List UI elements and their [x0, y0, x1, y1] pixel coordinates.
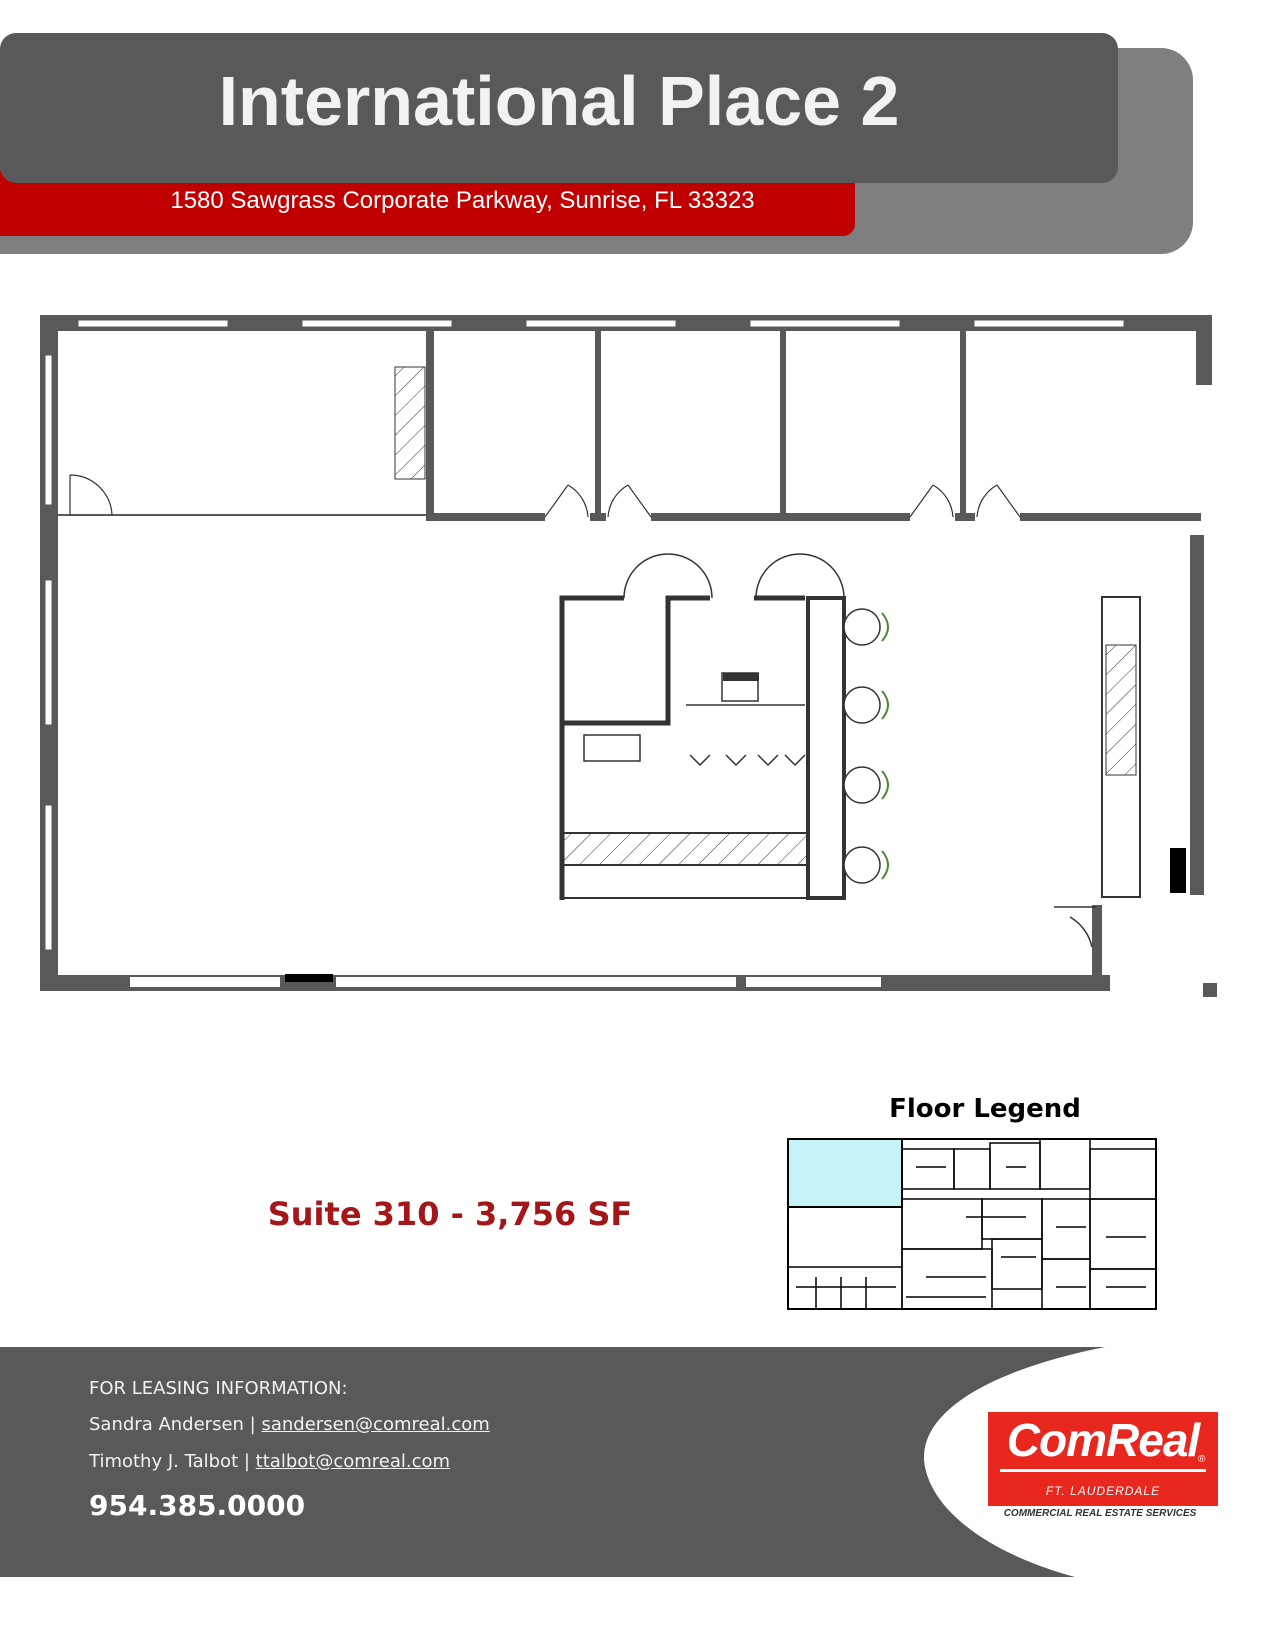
contact-email-link[interactable]: ttalbot@comreal.com: [255, 1451, 451, 1472]
leasing-info-heading: FOR LEASING INFORMATION:: [89, 1378, 348, 1399]
logo-city: FT. LAUDERDALE: [1045, 1484, 1161, 1498]
floor-legend-title: Floor Legend: [889, 1094, 1081, 1124]
property-address: 1580 Sawgrass Corporate Parkway, Sunrise, FL 33323: [170, 187, 755, 214]
contact-name: Timothy J. Talbot: [89, 1451, 239, 1472]
contact-separator: |: [249, 1414, 256, 1435]
contact-email-link[interactable]: sandersen@comreal.com: [261, 1414, 490, 1435]
logo-tagline: COMMERCIAL REAL ESTATE SERVICES: [1003, 1508, 1197, 1519]
page-title: International Place 2: [218, 62, 900, 140]
contact-separator: |: [243, 1451, 250, 1472]
floor-legend-map: [786, 1137, 1161, 1313]
contact-name: Sandra Andersen: [89, 1414, 244, 1435]
logo-registered-mark: ®: [1198, 1454, 1206, 1465]
contact-sandra: [89, 1413, 490, 1437]
logo-wordmark: ComReal: [1006, 1414, 1200, 1466]
contact-timothy: [89, 1450, 450, 1474]
leasing-phone: 954.385.0000: [89, 1489, 306, 1522]
floor-plan: [40, 315, 1240, 1035]
suite-size-label: Suite 310 - 3,756 SF: [267, 1195, 633, 1233]
logo-rule: [1000, 1469, 1206, 1472]
